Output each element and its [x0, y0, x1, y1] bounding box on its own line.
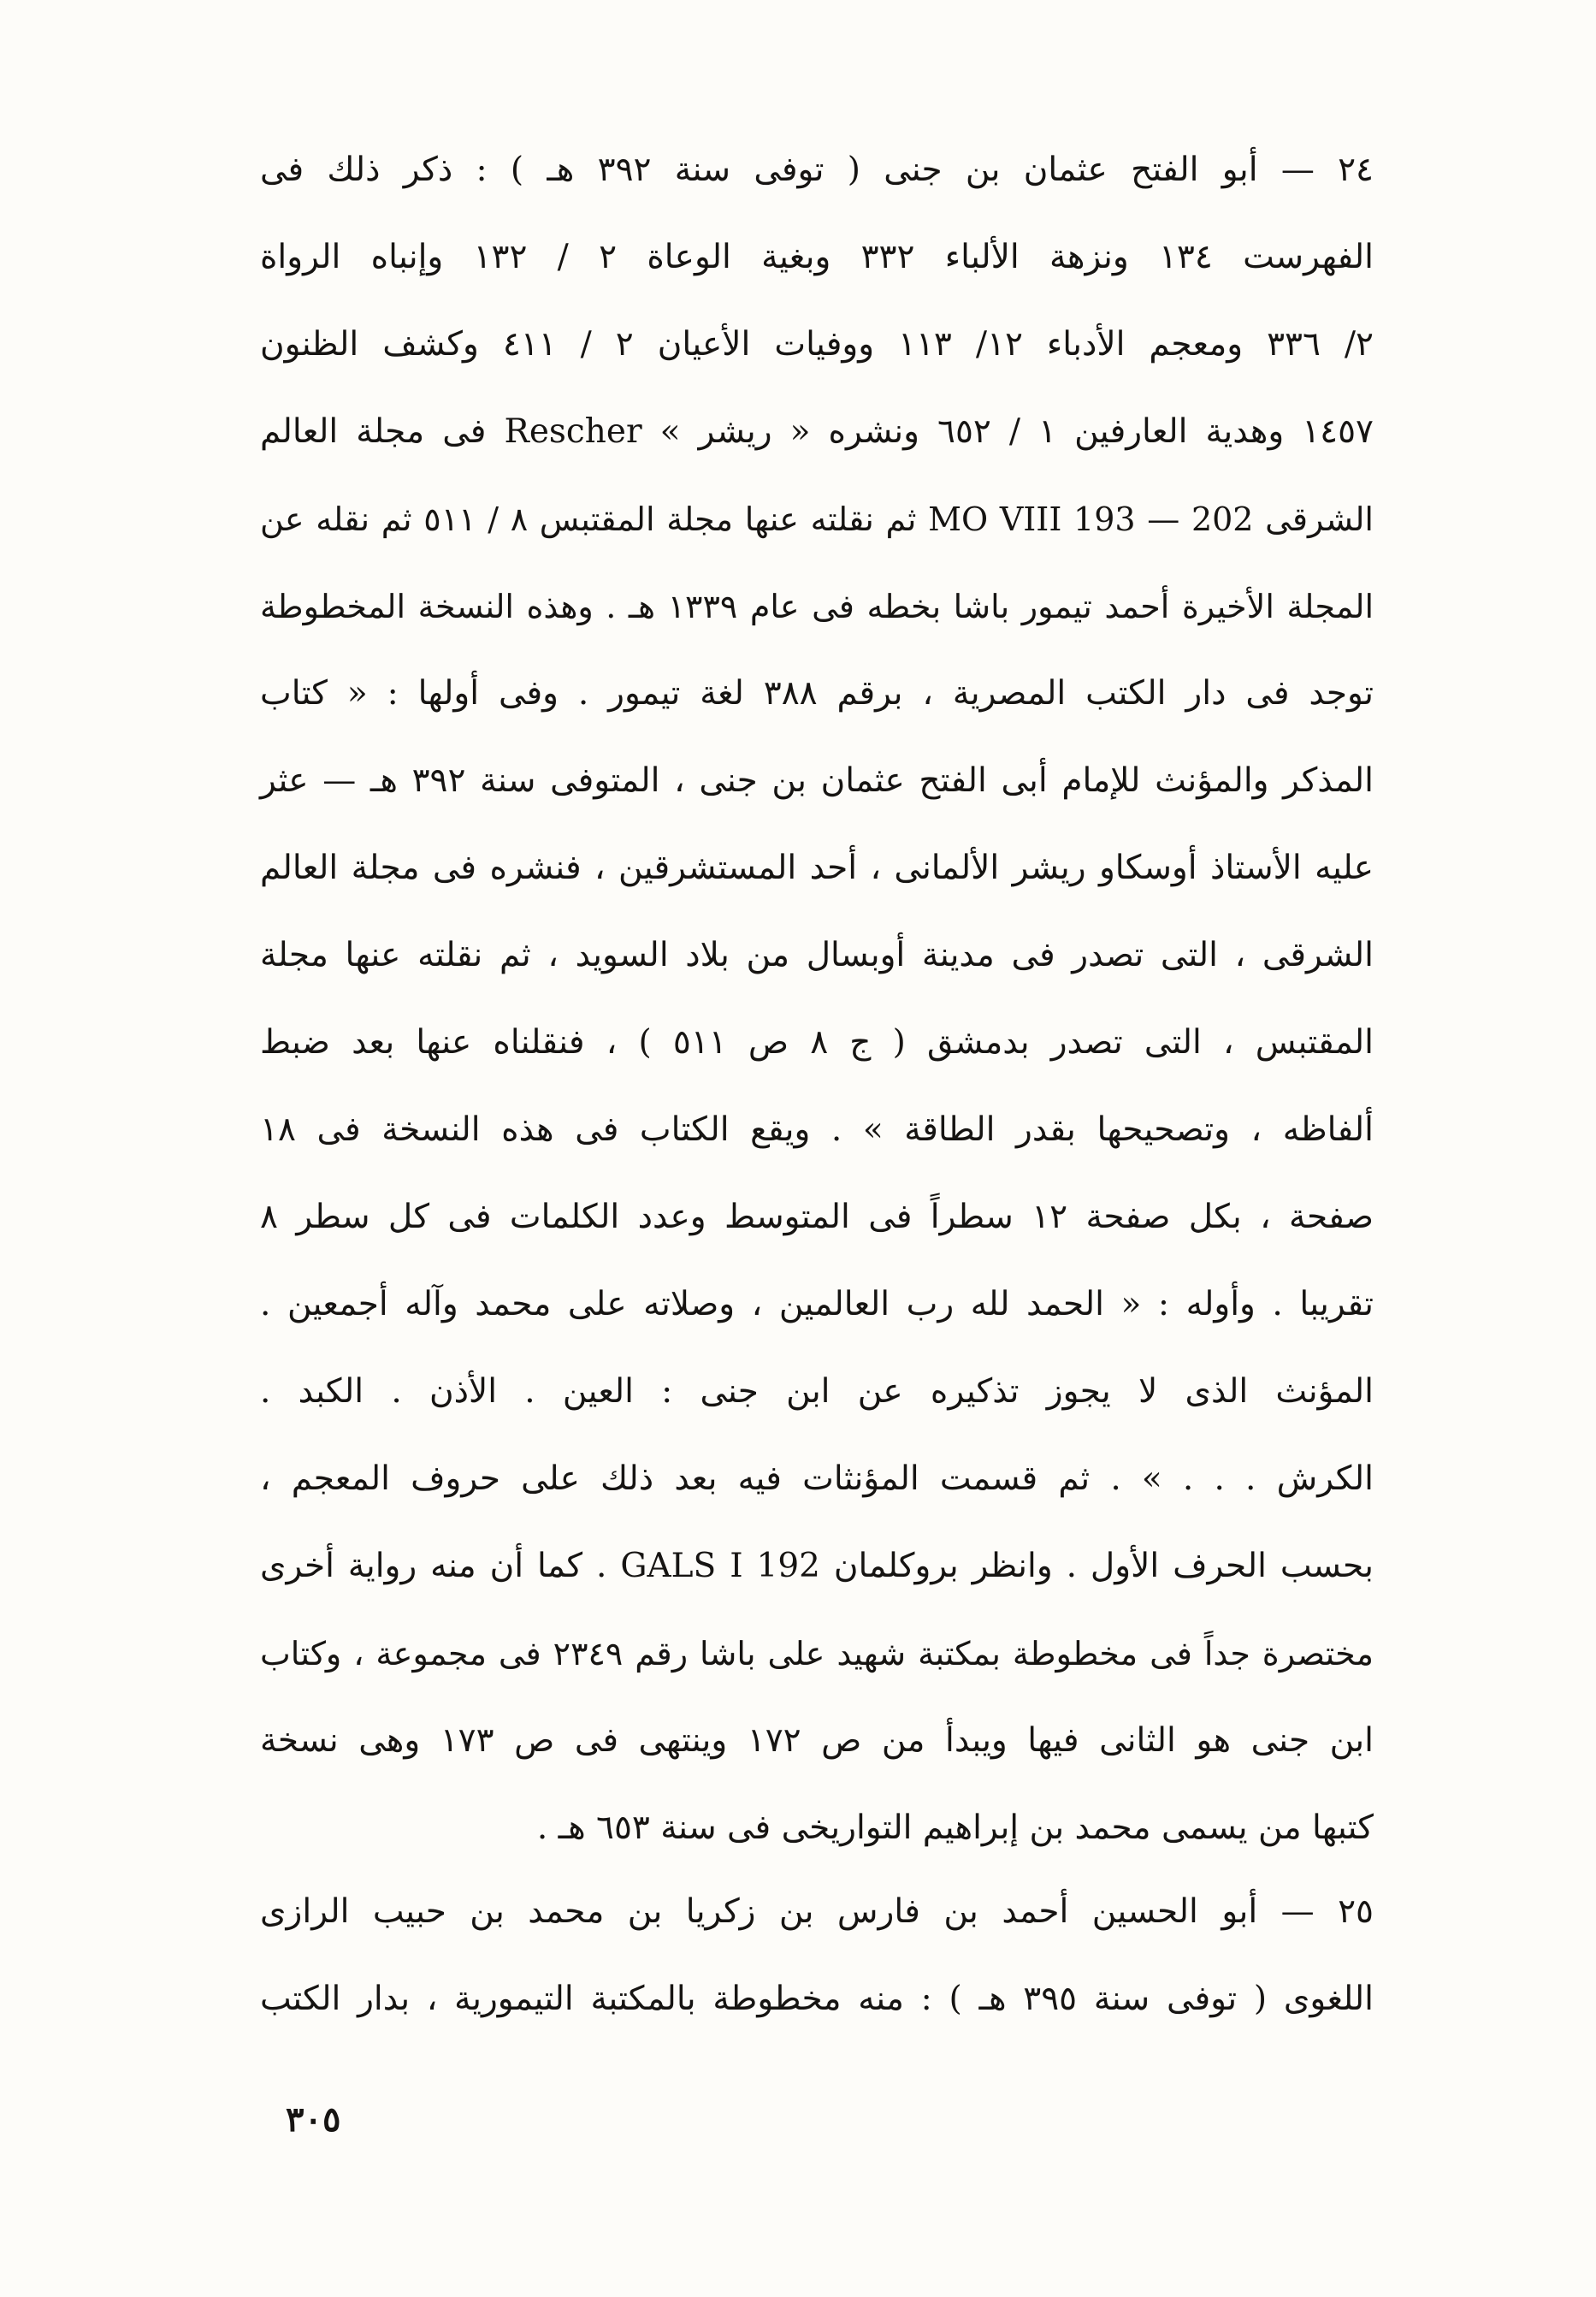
entry-24-line-1: ٢٤ — أبو الفتح عثمان بن جنى ( توفى سنة ٣٩٢ هـ ) : ذكر ذلك فى [260, 151, 1374, 189]
entry-24-line-19: ابن جنى هو الثانى فيها ويبدأ من ص ١٧٢ وينتهى فى ص ١٧٣ وهى نسخة [260, 1721, 1374, 1760]
entry-24-line-8: المذكر والمؤنث للإمام أبى الفتح عثمان بن جنى ، المتوفى سنة ٣٩٢ هـ — عثر [260, 761, 1374, 800]
entry-24 [260, 127, 1374, 1872]
entry-25 [260, 1868, 1374, 2043]
entry-24-line-10: الشرقى ، التى تصدر فى مدينة أوبسال من بلاد السويد ، ثم نقلته عنها مجلة [260, 936, 1374, 974]
entry-24-line-5: الشرقى 202 — MO VIII 193 ثم نقلته عنها مجلة المقتبس ٨ / ٥١١ ثم نقله عن [260, 500, 1374, 538]
entry-24-line-4: ١٤٥٧ وهدية العارفين ١ / ٦٥٢ ونشره « ريشر » Rescher فى مجلة العالم [260, 412, 1374, 451]
entry-24-line-17: بحسب الحرف الأول . وانظر بروكلمان GALS I 192 . كما أن منه رواية أخرى [260, 1547, 1374, 1585]
entry-24-line-16: الكرش . . . » . ثم قسمت المؤنثات فيه بعد ذلك على حروف المعجم ، [260, 1459, 1374, 1498]
entry-24-line-13: صفحة ، بكل صفحة ١٢ سطراً فى المتوسط وعدد الكلمات فى كل سطر ٨ [260, 1198, 1374, 1236]
entry-24-line-12: ألفاظه ، وتصحيحها بقدر الطاقة » . ويقع الكتاب فى هذه النسخة فى ١٨ [260, 1110, 1374, 1149]
entry-25-line-1: ٢٥ — أبو الحسين أحمد بن فارس بن زكريا بن محمد بن حبيب الرازى [260, 1892, 1374, 1931]
entry-24-line-20: كتبها من يسمى محمد بن إبراهيم التواريخى فى سنة ٦٥٣ هـ . [536, 1809, 1374, 1847]
entry-24-line-14: تقريبا . وأوله : « الحمد لله رب العالمين ، وصلاته على محمد وآله أجمعين . [260, 1285, 1374, 1323]
entry-24-line-18: مختصرة جداً فى مخطوطة بمكتبة شهيد على باشا رقم ٢٣٤٩ فى مجموعة ، وكتاب [260, 1635, 1374, 1672]
entry-24-line-7: توجد فى دار الكتب المصرية ، برقم ٣٨٨ لغة تيمور . وفى أولها : « كتاب [260, 674, 1374, 713]
entry-24-line-3: ٢/ ٣٣٦ ومعجم الأدباء ١٢/ ١١٣ ووفيات الأعيان ٢ / ٤١١ وكشف الظنون [260, 325, 1374, 364]
entry-24-line-6: المجلة الأخيرة أحمد تيمور باشا بخطه فى عام ١٣٣٩ هـ . وهذه النسخة المخطوطة [260, 588, 1374, 625]
entry-24-line-9: عليه الأستاذ أوسكاو ريشر الألمانى ، أحد المستشرقين ، فنشره فى مجلة العالم [260, 849, 1374, 887]
entry-24-line-2: الفهرست ١٣٤ ونزهة الألباء ٣٣٢ وبغية الوعاة ٢ / ١٣٢ وإنباه الرواة [260, 238, 1374, 276]
entry-24-line-11: المقتبس ، التى تصدر بدمشق ( ج ٨ ص ٥١١ ) ، فنقلناه عنها بعد ضبط [260, 1023, 1374, 1062]
page-number: ٣٠٥ [286, 2099, 341, 2140]
entry-24-line-15: المؤنث الذى لا يجوز تذكيره عن ابن جنى : العين . الأذن . الكبد . [260, 1372, 1374, 1411]
entry-25-line-2: اللغوى ( توفى سنة ٣٩٥ هـ ) : منه مخطوطة بالمكتبة التيمورية ، بدار الكتب [260, 1980, 1374, 2018]
